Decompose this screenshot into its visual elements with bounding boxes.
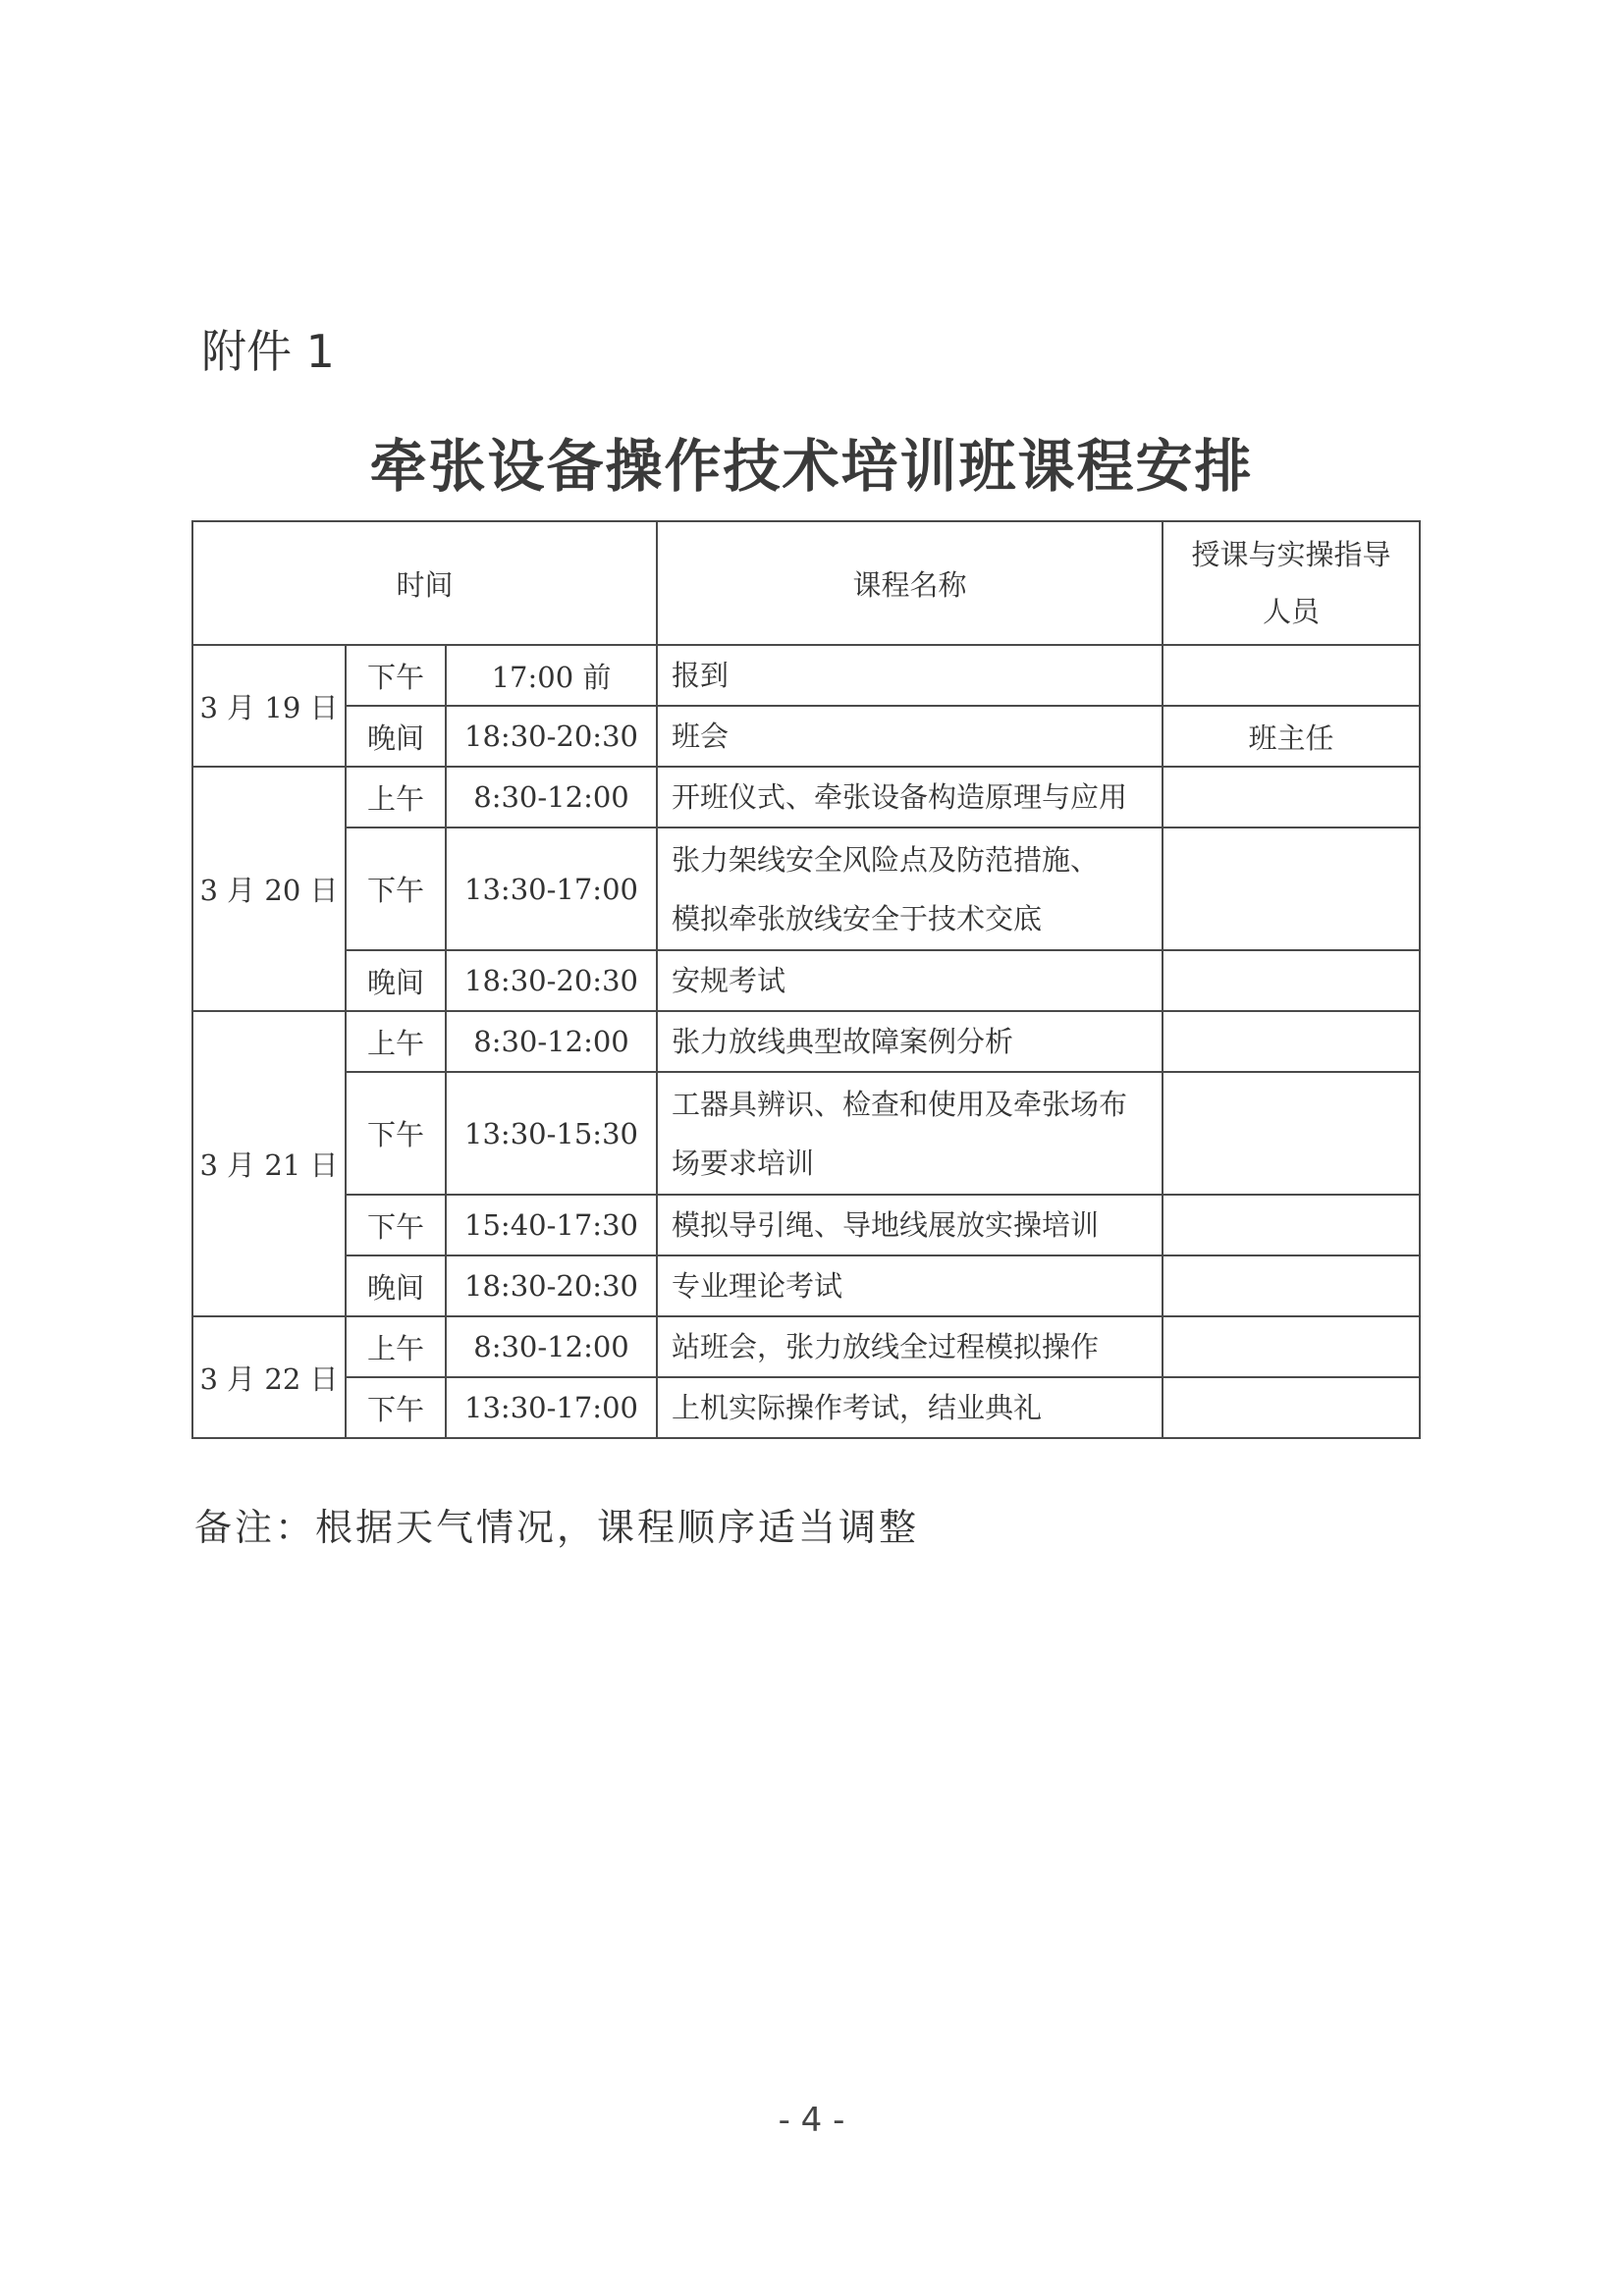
course-line: 专业理论考试 bbox=[672, 1269, 843, 1303]
period-cell: 上午 bbox=[346, 1011, 446, 1072]
course-line: 开班仪式、牵张设备构造原理与应用 bbox=[672, 780, 1128, 814]
date-cell: 3 月 20 日 bbox=[192, 767, 346, 1011]
time-cell: 15:40-17:30 bbox=[446, 1195, 657, 1255]
course-line: 报到 bbox=[672, 659, 730, 692]
attachment-label: 附件 1 bbox=[201, 325, 335, 378]
time-cell: 18:30-20:30 bbox=[446, 1255, 657, 1316]
table-row bbox=[192, 1255, 1420, 1316]
time-cell: 13:30-17:00 bbox=[446, 1377, 657, 1438]
time-cell: 17:00 前 bbox=[446, 645, 657, 706]
period-cell: 上午 bbox=[346, 767, 446, 828]
table-row bbox=[192, 1195, 1420, 1255]
time-cell: 13:30-15:30 bbox=[446, 1072, 657, 1195]
course-cell bbox=[657, 645, 1163, 706]
period-cell: 下午 bbox=[346, 645, 446, 706]
course-line: 安规考试 bbox=[672, 964, 786, 997]
time-cell: 8:30-12:00 bbox=[446, 1011, 657, 1072]
period-cell: 下午 bbox=[346, 1072, 446, 1195]
period-cell: 上午 bbox=[346, 1316, 446, 1377]
course-line: 张力放线典型故障案例分析 bbox=[672, 1025, 1014, 1058]
table-row bbox=[192, 828, 1420, 950]
staff-cell bbox=[1163, 1072, 1420, 1195]
staff-cell bbox=[1163, 950, 1420, 1011]
staff-cell bbox=[1163, 767, 1420, 828]
staff-cell bbox=[1163, 828, 1420, 950]
staff-cell: 班主任 bbox=[1163, 706, 1420, 767]
remark-note: 备注：根据天气情况，课程顺序适当调整 bbox=[194, 1506, 920, 1549]
course-cell bbox=[657, 1316, 1163, 1377]
course-cell bbox=[657, 1255, 1163, 1316]
document-title: 牵张设备操作技术培训班课程安排 bbox=[369, 433, 1254, 500]
course-line: 班会 bbox=[672, 720, 730, 753]
date-cell: 3 月 22 日 bbox=[192, 1316, 346, 1438]
course-cell bbox=[657, 1195, 1163, 1255]
course-line: 场要求培训 bbox=[672, 1146, 815, 1180]
time-cell: 8:30-12:00 bbox=[446, 767, 657, 828]
table-row bbox=[192, 767, 1420, 828]
course-cell bbox=[657, 767, 1163, 828]
staff-cell bbox=[1163, 645, 1420, 706]
course-cell bbox=[657, 950, 1163, 1011]
course-cell bbox=[657, 1011, 1163, 1072]
staff-cell bbox=[1163, 1195, 1420, 1255]
table-header-row bbox=[192, 521, 1420, 645]
table-row bbox=[192, 1377, 1420, 1438]
date-cell: 3 月 21 日 bbox=[192, 1011, 346, 1316]
time-cell: 18:30-20:30 bbox=[446, 706, 657, 767]
table-row bbox=[192, 645, 1420, 706]
header-staff-line-1: 授课与实操指导 bbox=[1191, 538, 1391, 571]
course-line: 工器具辨识、检查和使用及牵张场布 bbox=[672, 1087, 1128, 1121]
course-cell bbox=[657, 1377, 1163, 1438]
staff-cell bbox=[1163, 1377, 1420, 1438]
course-line: 张力架线安全风险点及防范措施、 bbox=[672, 842, 1100, 877]
period-cell: 晚间 bbox=[346, 1255, 446, 1316]
course-line: 模拟导引绳、导地线展放实操培训 bbox=[672, 1208, 1100, 1242]
staff-cell bbox=[1163, 1011, 1420, 1072]
table-row bbox=[192, 950, 1420, 1011]
time-cell: 18:30-20:30 bbox=[446, 950, 657, 1011]
header-staff bbox=[1163, 521, 1420, 645]
header-time: 时间 bbox=[192, 521, 657, 645]
course-cell bbox=[657, 706, 1163, 767]
course-cell bbox=[657, 828, 1163, 950]
course-line: 站班会，张力放线全过程模拟操作 bbox=[672, 1330, 1100, 1363]
table-row bbox=[192, 1316, 1420, 1377]
period-cell: 晚间 bbox=[346, 706, 446, 767]
table-row bbox=[192, 706, 1420, 767]
schedule-table bbox=[191, 520, 1421, 1439]
staff-cell bbox=[1163, 1316, 1420, 1377]
time-cell: 8:30-12:00 bbox=[446, 1316, 657, 1377]
table-row bbox=[192, 1072, 1420, 1195]
course-line: 上机实际操作考试，结业典礼 bbox=[672, 1391, 1043, 1424]
date-cell: 3 月 19 日 bbox=[192, 645, 346, 767]
course-line: 模拟牵张放线安全于技术交底 bbox=[672, 901, 1043, 935]
table-row bbox=[192, 1011, 1420, 1072]
header-course: 课程名称 bbox=[657, 521, 1163, 645]
page-number: - 4 - bbox=[778, 2101, 845, 2140]
period-cell: 下午 bbox=[346, 1377, 446, 1438]
header-staff-line-2: 人员 bbox=[1263, 595, 1321, 628]
course-cell bbox=[657, 1072, 1163, 1195]
period-cell: 晚间 bbox=[346, 950, 446, 1011]
staff-cell bbox=[1163, 1255, 1420, 1316]
time-cell: 13:30-17:00 bbox=[446, 828, 657, 950]
period-cell: 下午 bbox=[346, 1195, 446, 1255]
period-cell: 下午 bbox=[346, 828, 446, 950]
